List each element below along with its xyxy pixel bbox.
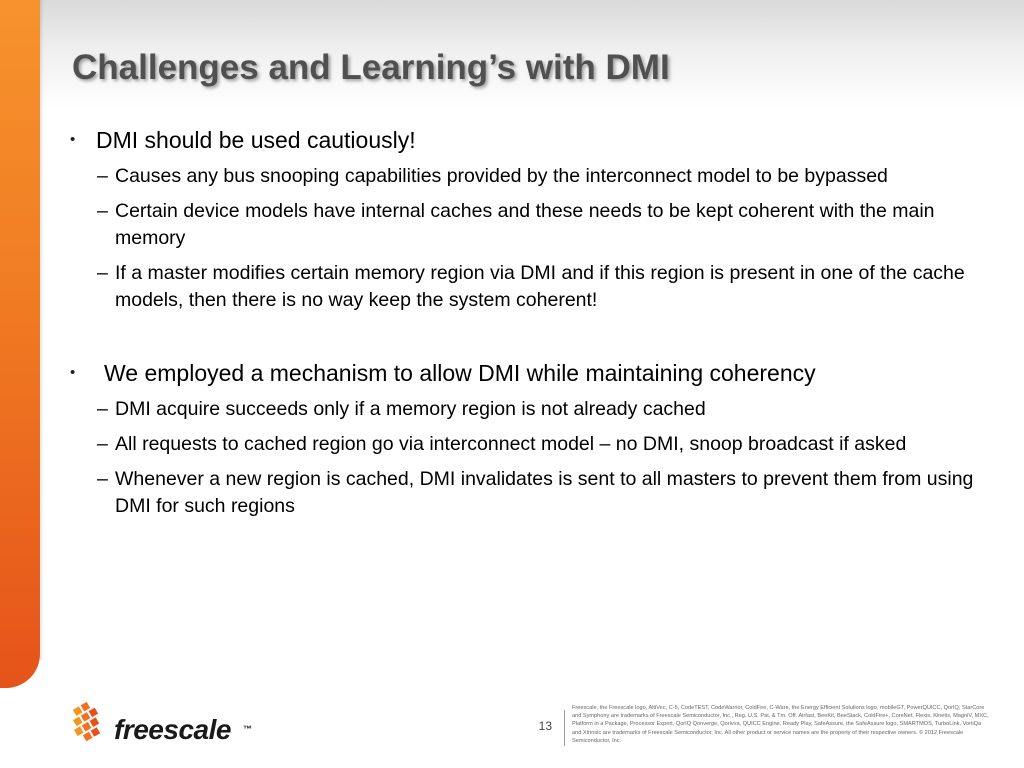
freescale-logo [70, 700, 270, 750]
sub-item-text: Whenever a new region is cached, DMI invalidates is sent to all masters to prevent them from using DMI for such regions [115, 468, 974, 517]
sub-item [70, 466, 980, 520]
sub-list [70, 163, 980, 314]
page-number: 13 [538, 719, 552, 733]
sidebar-shadow [40, 0, 44, 660]
slide-title: Challenges and Learning’s with DMI [72, 48, 670, 87]
logo-wordmark: freescale [114, 714, 231, 745]
sub-item [70, 163, 980, 190]
freescale-mark-icon [70, 700, 114, 746]
accent-sidebar [0, 0, 40, 688]
bullet-block-2 [70, 358, 980, 520]
bullet-marker: • [70, 364, 76, 381]
sub-item [70, 260, 980, 314]
sub-list [70, 396, 980, 520]
dash-marker: – [97, 398, 108, 420]
bullet-block-1 [70, 125, 980, 314]
logo-trademark: ™ [243, 724, 252, 734]
sub-item [70, 431, 980, 458]
bullet-text: We employed a mechanism to allow DMI while maintaining coherency [104, 360, 816, 386]
sub-item-text: DMI acquire succeeds only if a memory region is not already cached [115, 398, 706, 420]
footer-divider [564, 710, 565, 746]
bullet-item [70, 125, 980, 155]
dash-marker: – [97, 200, 108, 222]
slide-body [70, 125, 980, 564]
sub-item [70, 396, 980, 423]
dash-marker: – [97, 468, 108, 490]
dash-marker: – [97, 165, 108, 187]
bullet-marker: • [70, 131, 76, 148]
sub-item-text: Causes any bus snooping capabilities provided by the interconnect model to be bypassed [115, 165, 888, 187]
legal-notice: Freescale, the Freescale logo, AltiVec, C-5, CodeTEST, CodeWarrior, ColdFire, C-Ware, the Energy Efficient Solutions logo, mobileGT, PowerQUICC, QorIQ, StarCore and Symphony are trademarks of Freescale Semiconductor, Inc., Reg. U.S. Pat. & Tm. Off. Airfast, BeeKit, BeeStack, ColdFire+, CoreNet, Flexis, Kinetis, MagniV, MXC, Platform in a Package, Processor Expert, QorIQ Qonverge, Qorivva, QUICC Engine, Ready Play, SafeAssure, the SafeAssure logo, SMARTMOS, TurboLink, VortiQa and Xtrinsic are trademarks of Freescale Semiconductor, Inc. All other product or service names are the property of their respective owners. © 2012 Freescale Semiconductor, Inc. [572, 705, 989, 744]
sub-item-text: Certain device models have internal caches and these needs to be kept coherent with the main memory [115, 200, 935, 249]
sub-item [70, 198, 980, 252]
dash-marker: – [97, 262, 108, 284]
bullet-text: DMI should be used cautiously! [96, 127, 416, 153]
bullet-item [70, 358, 980, 388]
sub-item-text: All requests to cached region go via interconnect model – no DMI, snoop broadcast if asked [115, 433, 907, 455]
sub-item-text: If a master modifies certain memory region via DMI and if this region is present in one of the cache models, then there is no way keep the system coherent! [115, 262, 965, 311]
dash-marker: – [97, 433, 108, 455]
